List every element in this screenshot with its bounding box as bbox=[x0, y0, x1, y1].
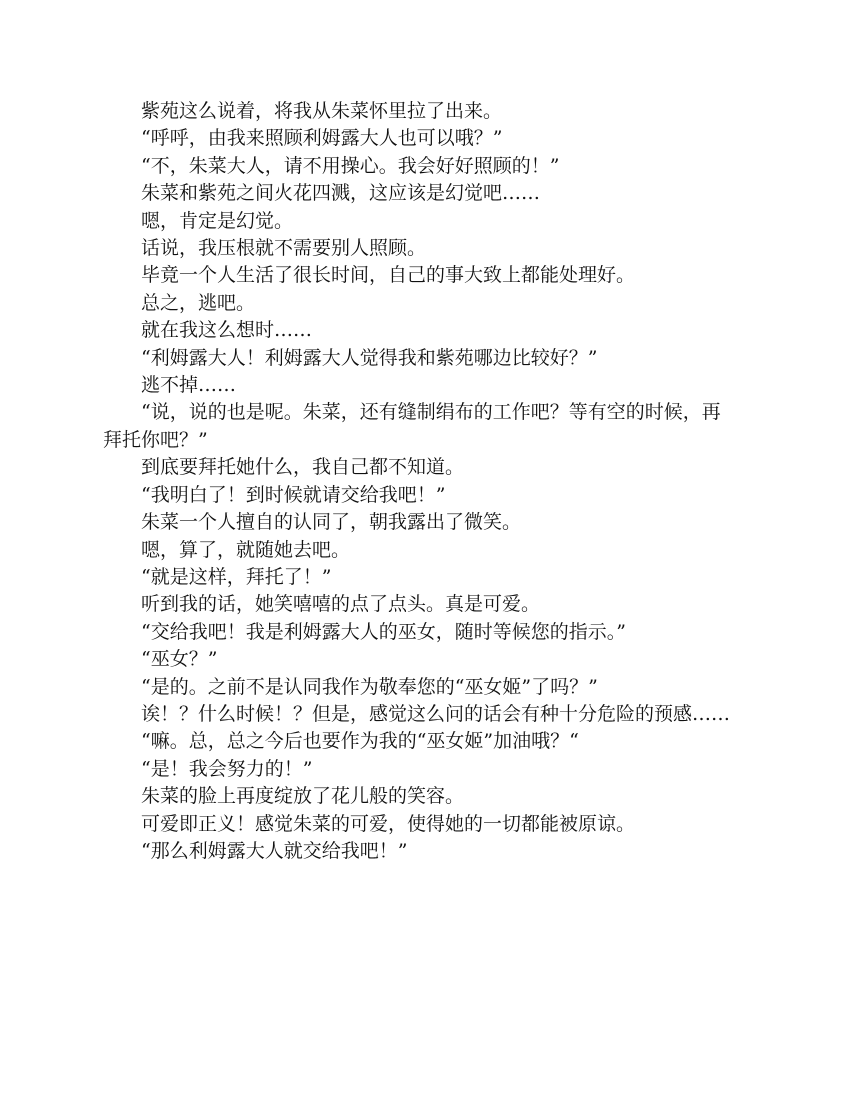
paragraph: “说，说的也是呢。朱菜，还有缝制绢布的工作吧？等有空的时候，再拜托你吧？” bbox=[103, 401, 721, 451]
paragraph: 就在我这么想时…… bbox=[141, 319, 313, 342]
paragraph: 话说，我压根就不需要别人照顾。 bbox=[141, 237, 427, 260]
paragraph: “那么利姆露大人就交给我吧！” bbox=[141, 839, 408, 862]
paragraph: 听到我的话，她笑嘻嘻的点了点头。真是可爱。 bbox=[141, 593, 541, 616]
paragraph: “不，朱菜大人，请不用操心。我会好好照顾的！” bbox=[141, 154, 560, 177]
paragraph: “利姆露大人！利姆露大人觉得我和紫苑哪边比较好？” bbox=[141, 346, 598, 369]
paragraph: “巫女？” bbox=[141, 648, 218, 671]
document-page bbox=[103, 98, 731, 865]
paragraph: 嗯，算了，就随她去吧。 bbox=[141, 538, 351, 561]
paragraph: “呼呼，由我来照顾利姆露大人也可以哦？” bbox=[141, 127, 503, 150]
paragraph: 嗯，肯定是幻觉。 bbox=[141, 209, 294, 232]
paragraph: 朱菜一个人擅自的认同了，朝我露出了微笑。 bbox=[141, 511, 522, 534]
paragraph: “嘛。总，总之今后也要作为我的“巫女姬”加油哦？“ bbox=[141, 730, 579, 753]
paragraph: 诶！？什么时候！？但是，感觉这么问的话会有种十分危险的预感…… bbox=[141, 702, 731, 725]
paragraph: 逃不掉…… bbox=[141, 374, 237, 397]
paragraph: 可爱即正义！感觉朱菜的可爱，使得她的一切都能被原谅。 bbox=[141, 812, 636, 835]
paragraph: “是的。之前不是认同我作为敬奉您的“巫女姬”了吗？” bbox=[141, 675, 598, 698]
paragraph: 朱菜的脸上再度绽放了花儿般的笑容。 bbox=[141, 785, 465, 808]
paragraph: 紫苑这么说着，将我从朱菜怀里拉了出来。 bbox=[141, 100, 503, 122]
paragraph: 毕竟一个人生活了很长时间，自己的事大致上都能处理好。 bbox=[141, 264, 636, 287]
paragraph: 到底要拜托她什么，我自己都不知道。 bbox=[141, 456, 465, 479]
paragraph: “就是这样，拜托了！” bbox=[141, 565, 332, 588]
paragraph: 总之，逃吧。 bbox=[141, 291, 256, 314]
paragraph: “是！我会努力的！” bbox=[141, 757, 313, 780]
paragraph: “我明白了！到时候就请交给我吧！” bbox=[141, 483, 446, 506]
paragraph: “交给我吧！我是利姆露大人的巫女，随时等候您的指示。” bbox=[141, 620, 626, 643]
paragraph: 朱菜和紫苑之间火花四溅，这应该是幻觉吧…… bbox=[141, 182, 541, 205]
